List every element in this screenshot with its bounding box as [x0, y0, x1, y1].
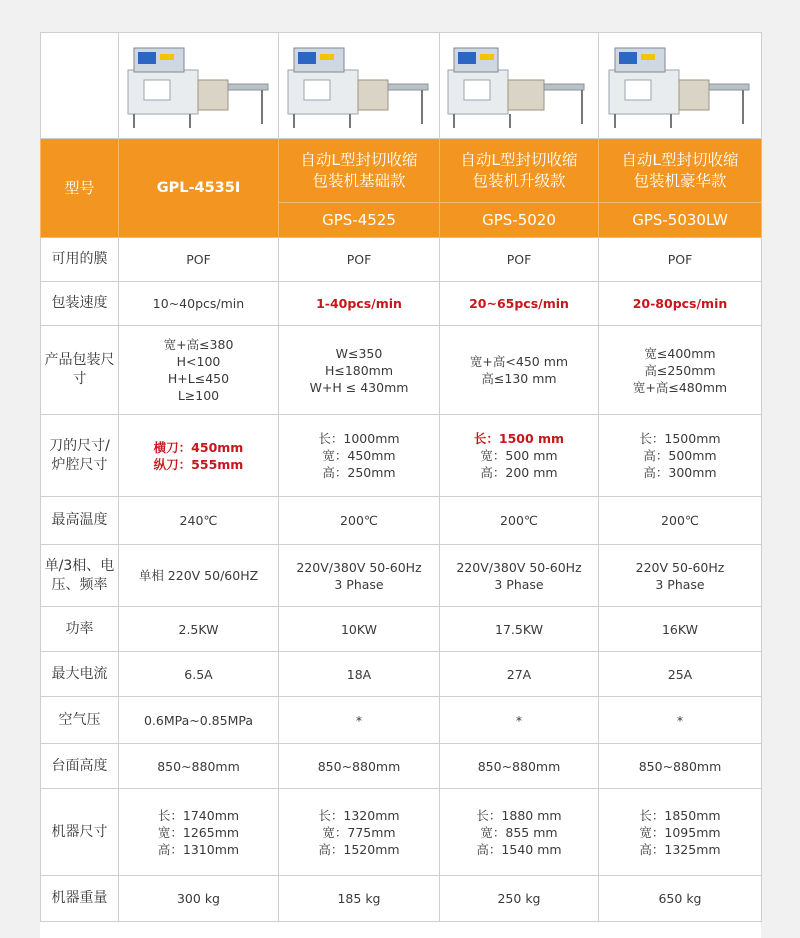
- spec-value-line: *: [515, 712, 523, 728]
- spec-row: [41, 744, 762, 789]
- spec-row: [41, 415, 762, 497]
- spec-value-line: 宽+高<450 mm: [469, 354, 569, 369]
- spec-value-line: 3 Phase: [655, 576, 705, 592]
- spec-value: [119, 789, 279, 876]
- spec-value: [119, 607, 279, 652]
- machine-photo: [601, 40, 759, 132]
- spec-value: [599, 282, 762, 326]
- spec-value-line: 横刀：450mm: [153, 439, 244, 455]
- machine-photo: [442, 40, 596, 132]
- spec-value: [599, 415, 762, 497]
- spec-value-line: 宽：450mm: [322, 448, 396, 463]
- spec-value-line: 高≤250mm: [644, 362, 716, 378]
- spec-value: [440, 744, 599, 789]
- spec-value-line: 宽：1095mm: [639, 824, 721, 840]
- spec-row: [41, 238, 762, 282]
- spec-value: [279, 497, 440, 545]
- spec-value-line: 长：1320mm: [318, 807, 400, 823]
- product-image-cell: [279, 33, 440, 139]
- spec-value: [599, 326, 762, 415]
- corner-cell: [41, 33, 119, 139]
- spec-value: [119, 652, 279, 697]
- spec-value-line: 6.5A: [184, 666, 213, 682]
- spec-value: [440, 607, 599, 652]
- spec-value-line: 17.5KW: [495, 621, 543, 637]
- spec-value: [599, 497, 762, 545]
- spec-value: [599, 876, 762, 922]
- spec-value-line: 长：1000mm: [318, 431, 400, 446]
- spec-value: [599, 545, 762, 607]
- spec-value: [279, 607, 440, 652]
- spec-value: [279, 415, 440, 497]
- spec-value-line: 200℃: [500, 513, 538, 528]
- spec-value-line: 2.5KW: [178, 621, 219, 637]
- spec-value: [279, 876, 440, 922]
- spec-value-line: 长：1850mm: [639, 807, 721, 823]
- spec-value-line: 长：1740mm: [157, 807, 240, 823]
- spec-row: [41, 652, 762, 697]
- spec-value-line: 宽+高≤480mm: [632, 379, 728, 395]
- spec-label: 功率: [41, 607, 119, 652]
- spec-value-line: 高：500mm: [643, 448, 717, 463]
- product-image-cell: [599, 33, 762, 139]
- spec-value-line: 220V 50-60Hz: [635, 559, 725, 575]
- spec-value: [440, 652, 599, 697]
- product-model: GPS-5030LW: [599, 203, 762, 238]
- spec-value-line: 高：1520mm: [318, 841, 400, 857]
- spec-value-line: 1-40pcs/min: [316, 296, 402, 311]
- spec-value-line: 高：1325mm: [639, 841, 721, 857]
- spec-value: [119, 282, 279, 326]
- spec-value-line: 850~880mm: [477, 758, 561, 774]
- spec-row: [41, 497, 762, 545]
- spec-value-line: 200℃: [340, 513, 378, 528]
- spec-value-line: W+H ≤ 430mm: [309, 379, 409, 395]
- spec-label: 台面高度: [41, 744, 119, 789]
- spec-value: [279, 326, 440, 415]
- spec-value: [440, 789, 599, 876]
- machine-photo: [281, 40, 437, 132]
- spec-value-line: 宽：855 mm: [480, 824, 558, 840]
- spec-value-line: 宽：500 mm: [480, 448, 558, 463]
- spec-value: [119, 744, 279, 789]
- product-title-text: 自动L型封切收缩包装机豪华款: [621, 150, 739, 190]
- product-title: [440, 139, 599, 203]
- product-model: GPS-5020: [440, 203, 599, 238]
- spec-label: 空气压: [41, 697, 119, 744]
- spec-value-line: 10KW: [340, 621, 378, 637]
- spec-label: 刀的尺寸/炉腔尺寸: [41, 415, 119, 497]
- image-row: [41, 33, 762, 139]
- product-model: GPS-4525: [279, 203, 440, 238]
- spec-value-line: 850~880mm: [317, 758, 401, 774]
- spec-row: [41, 697, 762, 744]
- spec-label: 最大电流: [41, 652, 119, 697]
- header-title-row: [41, 139, 762, 203]
- spec-value-line: 0.6MPa~0.85MPa: [143, 712, 254, 728]
- spec-value: [440, 326, 599, 415]
- spec-value: [599, 238, 762, 282]
- spec-value: [440, 697, 599, 744]
- spec-value-line: 240℃: [179, 513, 218, 528]
- spec-value-line: 高：300mm: [643, 465, 717, 480]
- spec-label: 产品包装尺寸: [41, 326, 119, 415]
- spec-value-line: 高：200 mm: [480, 465, 558, 480]
- spec-value: [440, 876, 599, 922]
- spec-value: [440, 545, 599, 607]
- spec-value-line: POF: [186, 252, 211, 267]
- spec-value-line: 850~880mm: [157, 758, 240, 774]
- spec-value: [279, 697, 440, 744]
- spec-value-line: *: [355, 712, 363, 728]
- spec-value-line: 200℃: [661, 513, 699, 528]
- product-title-text: 自动L型封切收缩包装机升级款: [460, 150, 578, 190]
- spec-value-line: 宽+高≤380: [163, 337, 234, 352]
- product-image-cell: [440, 33, 599, 139]
- spec-value-line: POF: [667, 252, 693, 267]
- spec-value: [279, 744, 440, 789]
- spec-value: [279, 789, 440, 876]
- spec-value: [599, 697, 762, 744]
- spec-row: [41, 326, 762, 415]
- spec-value-line: 宽：1265mm: [157, 824, 240, 840]
- spec-value-line: 3 Phase: [334, 576, 384, 592]
- product-image-cell: [119, 33, 279, 139]
- spec-value-line: 185 kg: [337, 891, 381, 906]
- product-model-main: GPL-4535I: [119, 139, 279, 238]
- spec-value: [119, 876, 279, 922]
- spec-value-line: 25A: [667, 666, 693, 682]
- spec-value-line: 高：1540 mm: [476, 841, 562, 857]
- spec-value-line: 27A: [506, 666, 532, 682]
- spec-value: [119, 326, 279, 415]
- spec-value-line: 20~65pcs/min: [469, 296, 569, 311]
- spec-value: [119, 545, 279, 607]
- spec-value-line: 16KW: [661, 621, 699, 637]
- spec-value-line: 250 kg: [497, 891, 541, 906]
- spec-value: [440, 238, 599, 282]
- spec-value-line: L≥100: [177, 388, 220, 403]
- spec-value: [119, 497, 279, 545]
- spec-value: [119, 415, 279, 497]
- spec-row: [41, 545, 762, 607]
- spec-value-line: W≤350: [335, 345, 383, 361]
- spec-value-line: 650 kg: [658, 891, 702, 906]
- spec-value: [599, 652, 762, 697]
- spec-label: 包装速度: [41, 282, 119, 326]
- spec-row: [41, 607, 762, 652]
- spec-value-line: H+L≤450: [167, 371, 230, 386]
- machine-photo: [121, 40, 276, 132]
- spec-value: [279, 545, 440, 607]
- spec-value: [440, 282, 599, 326]
- spec-value-line: 220V/380V 50-60Hz: [456, 559, 582, 575]
- spec-value-line: H<100: [176, 354, 221, 369]
- spec-value-line: 宽≤400mm: [644, 345, 716, 361]
- spec-value-line: 高：1310mm: [157, 841, 240, 857]
- spec-value: [599, 607, 762, 652]
- spec-value-line: 长：1880 mm: [476, 807, 562, 823]
- spec-value-line: 纵刀：555mm: [153, 456, 244, 472]
- spec-value-line: H≤180mm: [324, 362, 394, 378]
- spec-label: 单/3相、电压、频率: [41, 545, 119, 607]
- spec-value-line: 高≤130 mm: [481, 371, 557, 386]
- spec-value-line: 850~880mm: [638, 758, 722, 774]
- product-title-text: 自动L型封切收缩包装机基础款: [300, 150, 418, 190]
- spec-label: 机器重量: [41, 876, 119, 922]
- product-title: [599, 139, 762, 203]
- model-header-label: 型号: [41, 139, 119, 238]
- spec-value-line: 单相 220V 50/60HZ: [138, 568, 259, 583]
- spec-value-line: 3 Phase: [494, 576, 544, 592]
- spec-value-line: 高：250mm: [322, 465, 396, 480]
- spec-value: [599, 744, 762, 789]
- spec-value-line: 宽：775mm: [322, 824, 396, 840]
- spec-label: 可用的膜: [41, 238, 119, 282]
- spec-value-line: 300 kg: [176, 891, 220, 906]
- spec-value-line: *: [676, 712, 684, 728]
- spec-value-line: POF: [346, 252, 372, 267]
- product-title: [279, 139, 440, 203]
- spec-value: [279, 652, 440, 697]
- spec-row: [41, 282, 762, 326]
- spec-value-line: 20-80pcs/min: [632, 296, 728, 311]
- spec-label: 最高温度: [41, 497, 119, 545]
- spec-value-line: POF: [506, 252, 532, 267]
- spec-table-card: [40, 32, 761, 938]
- spec-value-line: 10~40pcs/min: [152, 296, 245, 311]
- spec-row: [41, 876, 762, 922]
- spec-value: [119, 697, 279, 744]
- spec-table: [40, 32, 762, 922]
- spec-value: [279, 282, 440, 326]
- spec-value: [599, 789, 762, 876]
- spec-value: [279, 238, 440, 282]
- spec-value-line: 长：1500mm: [639, 431, 721, 446]
- spec-value-line: 220V/380V 50-60Hz: [296, 559, 422, 575]
- spec-value-line: 长：1500 mm: [473, 431, 565, 446]
- spec-label: 机器尺寸: [41, 789, 119, 876]
- spec-value: [440, 497, 599, 545]
- spec-value-line: 18A: [346, 666, 372, 682]
- spec-value: [440, 415, 599, 497]
- spec-row: [41, 789, 762, 876]
- spec-value: [119, 238, 279, 282]
